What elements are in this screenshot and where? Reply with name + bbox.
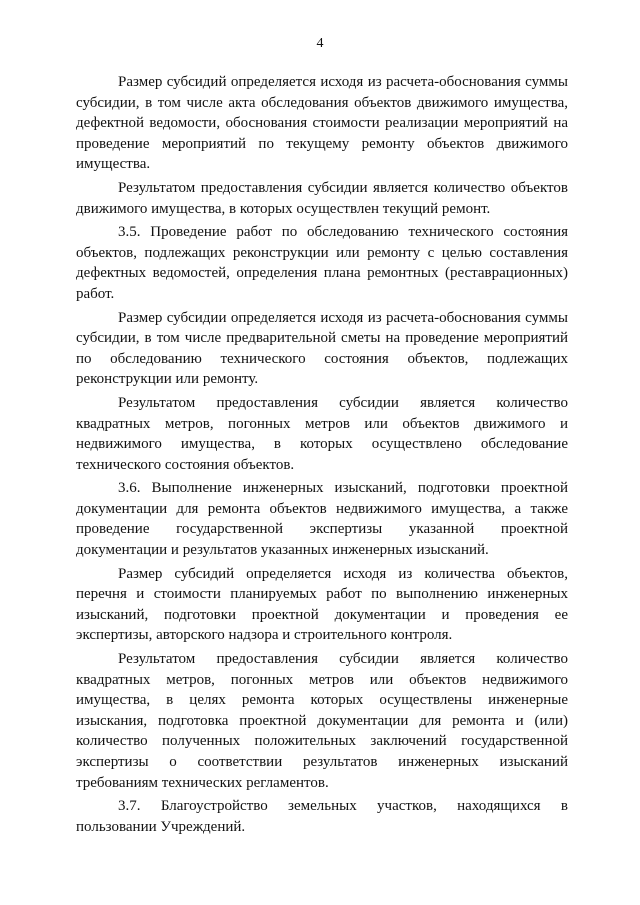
paragraph-section-3-6: 3.6. Выполнение инженерных изысканий, подготовки проектной документации для ремонта объектов недвижимого имущества, а также проведение государственной экспертизы указанной проектной документации и результатов указанных инженерных изысканий. <box>76 480 568 559</box>
paragraph-subsidy-size-movable: Размер субсидий определяется исходя из расчета-обоснования суммы субсидии, в том числе акта обследования объектов движимого имущества, дефектной ведомости, обоснования стоимости реализации мероприятий на проведение мероприятий по текущему ремонту объектов движимого имущества. <box>76 74 568 173</box>
paragraph-section-3-7: 3.7. Благоустройство земельных участков, находящихся в пользовании Учреждений. <box>76 798 568 835</box>
document-body <box>76 72 568 840</box>
paragraph-subsidy-size-inspection: Размер субсидии определяется исходя из расчета-обоснования суммы субсидии, в том числе предварительной сметы на проведение мероприятий по обследованию технического состояния объектов, подлежащих реконструкции или ремонту. <box>76 309 568 388</box>
paragraph-subsidy-size-surveys: Размер субсидий определяется исходя из количества объектов, перечня и стоимости планируемых работ по выполнению инженерных изысканий, подготовки проектной документации и проведения ее экспертизы, авторского надзора и строительного контроля. <box>76 565 568 644</box>
paragraph-result-surveys: Результатом предоставления субсидии является количество квадратных метров, погонных метров или объектов недвижимого имущества, в целях ремонта которых осуществлены инженерные изыскания, подготовка проектной документации для ремонта и (или) количество полученных положительных заключений государственной экспертизы о соответствии результатов инженерных изысканий требованиям технических регламентов. <box>76 651 568 791</box>
paragraph-result-inspection: Результатом предоставления субсидии является количество квадратных метров, погонных метров или объектов движимого и недвижимого имущества, в которых осуществлено обследование технического состояния объектов. <box>76 394 568 473</box>
paragraph-result-movable: Результатом предоставления субсидии является количество объектов движимого имущества, в которых осуществлен текущий ремонт. <box>76 179 568 217</box>
page-number: 4 <box>316 36 324 51</box>
paragraph-section-3-5: 3.5. Проведение работ по обследованию технического состояния объектов, подлежащих реконструкции или ремонту с целью составления дефектных ведомостей, определения плана ремонтных (реставрационных) работ. <box>76 224 568 302</box>
